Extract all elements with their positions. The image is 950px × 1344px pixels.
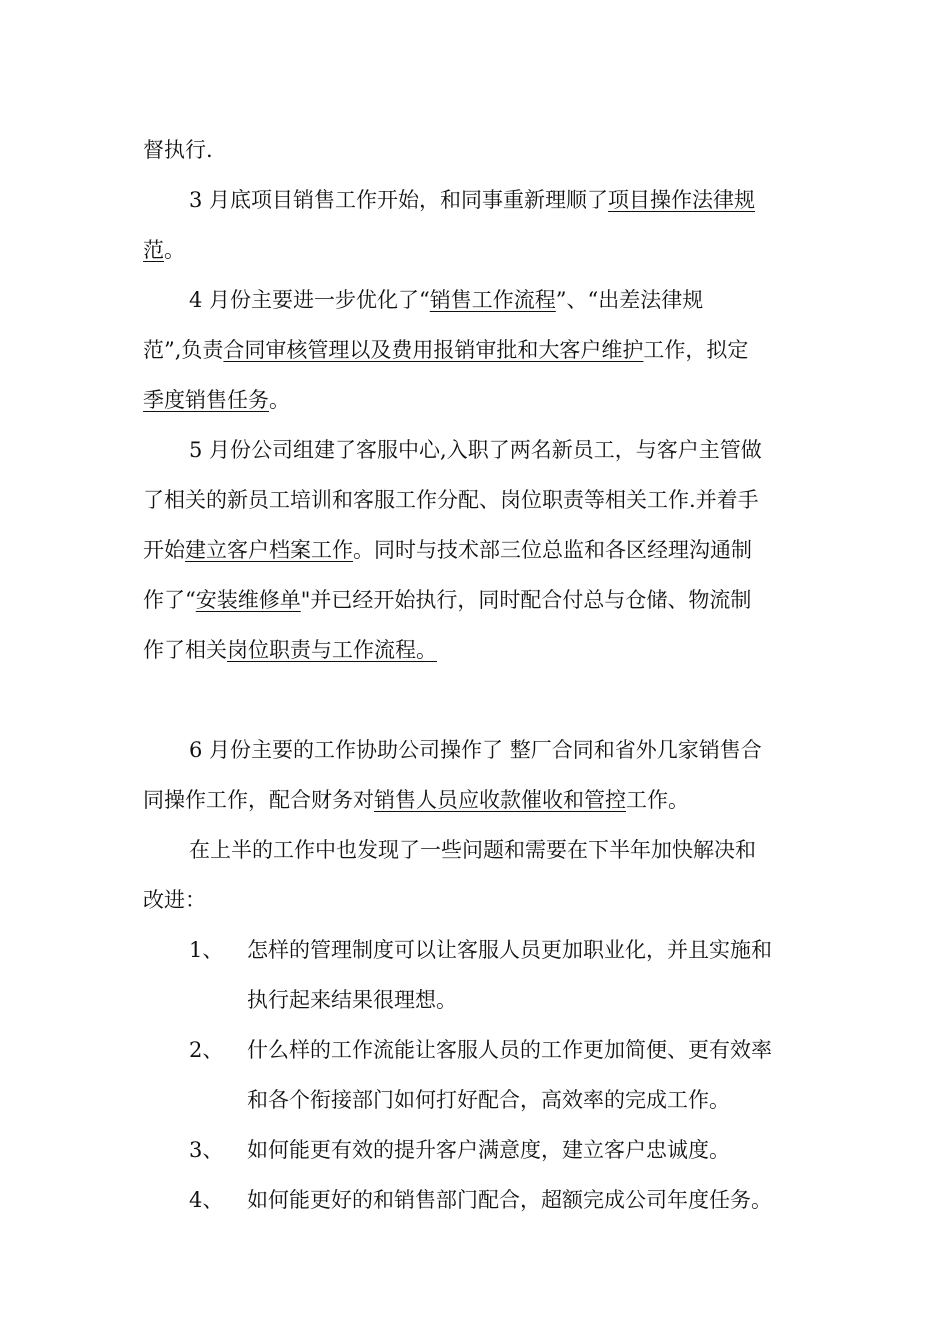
- text: 在上半的工作中也发现了一些问题和需要在下半年加快解决和: [189, 838, 756, 862]
- text: 了相关的新员工培训和客服工作分配、岗位职责等相关工作.并着手: [143, 488, 759, 512]
- list-item-text: 怎样的管理制度可以让客服人员更加职业化，并且实施和: [247, 938, 772, 962]
- list-item-text: 和各个衔接部门如何打好配合，高效率的完成工作。: [247, 1088, 730, 1112]
- underlined-text: 合同审核管理以及费用报销审批和大客户维护: [223, 338, 644, 362]
- underlined-text: 岗位职责与工作流程。: [227, 638, 437, 662]
- paragraph-line: [189, 835, 853, 865]
- text: 督执行.: [143, 138, 213, 162]
- text: 工作，拟定: [643, 338, 749, 362]
- underlined-text: 销售人员应收款催收和管控: [374, 788, 626, 812]
- underlined-text: 销售工作流程: [429, 288, 556, 312]
- paragraph-line: [189, 735, 853, 765]
- text: 。: [164, 238, 185, 262]
- list-item-text: 如何能更好的和销售部门配合，超额完成公司年度任务。: [247, 1188, 772, 1212]
- text: 5 月份公司组建了客服中心,入职了两名新员工，与客户主管做: [189, 438, 762, 462]
- list-number: 3、: [189, 1138, 224, 1162]
- text: 。同时与技术部三位总监和各区经理沟通制: [353, 538, 752, 562]
- paragraph-line: [189, 185, 853, 215]
- text: 。: [269, 388, 290, 412]
- list-item-text: 什么样的工作流能让客服人员的工作更加简便、更有效率: [247, 1038, 772, 1062]
- paragraph-line: [143, 785, 807, 815]
- text: 作了“: [143, 588, 196, 612]
- list-number: 4、: [189, 1188, 224, 1212]
- paragraph-line: [143, 135, 807, 165]
- paragraph-line: [189, 285, 853, 315]
- text: 工作。: [626, 788, 689, 812]
- paragraph-line: [143, 585, 807, 615]
- list-item-text: 执行起来结果很理想。: [247, 988, 457, 1012]
- underlined-text: 范: [143, 238, 164, 262]
- text: 开始: [143, 538, 185, 562]
- list-number: 2、: [189, 1038, 224, 1062]
- text: 3 月底项目销售工作开始，和同事重新理顺了: [189, 188, 609, 212]
- paragraph-line: [189, 435, 853, 465]
- text: 6 月份主要的工作协助公司操作了 整厂合同和省外几家销售合: [189, 738, 762, 762]
- paragraph-line: [143, 635, 807, 665]
- text: 4 月份主要进一步优化了“: [189, 288, 430, 312]
- text: ”、“出差法律规: [555, 288, 704, 312]
- paragraph-line: [143, 485, 807, 515]
- text: "并已经开始执行，同时配合付总与仓储、物流制: [300, 588, 752, 612]
- text: 改进：: [143, 888, 206, 912]
- paragraph-line: [143, 235, 807, 265]
- underlined-text: 建立客户档案工作: [185, 538, 353, 562]
- paragraph-line: [143, 535, 807, 565]
- paragraph-line: [143, 885, 807, 915]
- paragraph-line: [143, 335, 807, 365]
- list-number: 1、: [189, 938, 224, 962]
- text: 作了相关: [143, 638, 227, 662]
- underlined-text: 安装维修单: [195, 588, 301, 612]
- underlined-text: 项目操作法律规: [608, 188, 756, 212]
- paragraph-line: [143, 385, 807, 415]
- text: 同操作工作，配合财务对: [143, 788, 374, 812]
- list-item-text: 如何能更有效的提升客户满意度，建立客户忠诚度。: [247, 1138, 730, 1162]
- underlined-text: 季度销售任务: [143, 388, 269, 412]
- text: 范”,负责: [143, 338, 224, 362]
